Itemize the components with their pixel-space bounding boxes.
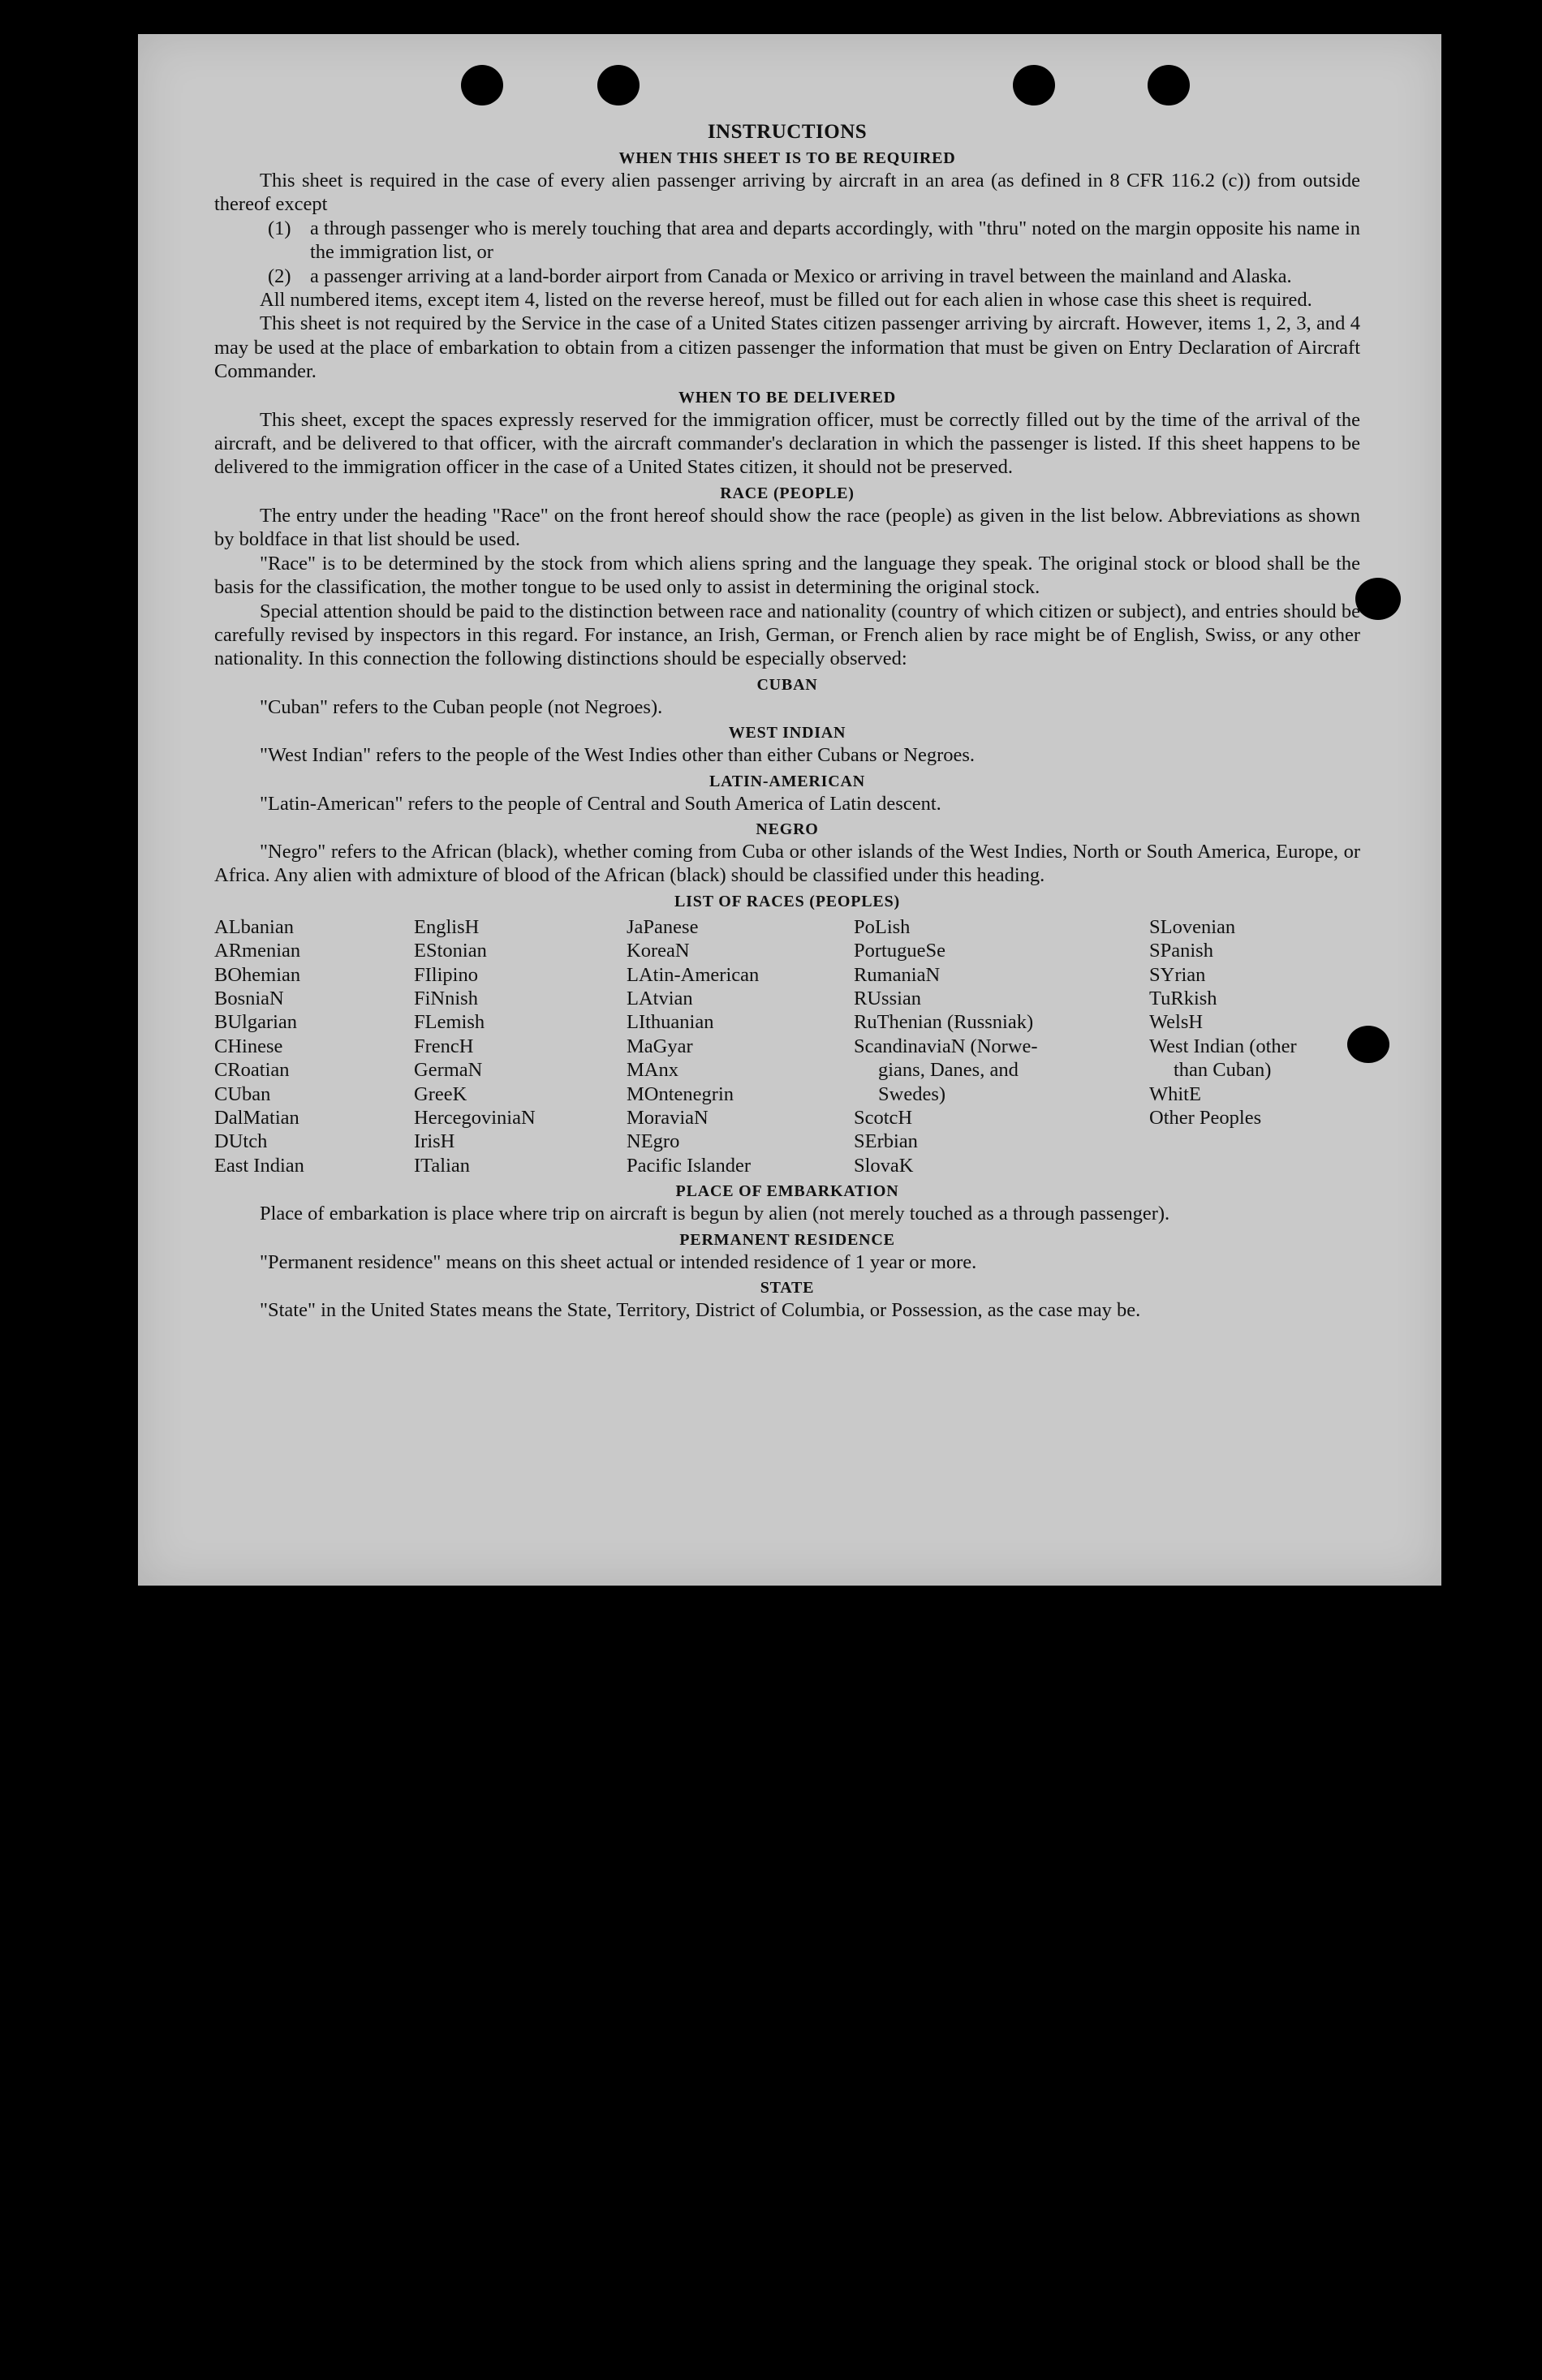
- race-list: [214, 915, 1360, 1177]
- race-entry: GreeK: [414, 1082, 467, 1105]
- paragraph: Special attention should be paid to the distinction between race and nationality (country of which citizen or subject), and entries should be carefully revised by inspectors in this regard. For instance, an Irish, German, or French alien by race might be of English, Swiss, or any other nationality. In this connection the following distinctions should be especially observed:: [214, 600, 1360, 670]
- race-entry: MOntenegrin: [627, 1082, 734, 1105]
- section-heading: STATE: [760, 1279, 815, 1298]
- race-entry: than Cuban): [1174, 1059, 1272, 1082]
- paragraph: The entry under the heading "Race" on the front hereof should show the race (people) as given in the list below. Abbreviations as shown by boldface in that list should be used.: [214, 504, 1360, 551]
- race-entry: Pacific Islander: [627, 1154, 752, 1177]
- race-entry: ScandinaviaN (Norwe-: [854, 1035, 1038, 1057]
- race-entry: ALbanian: [214, 915, 294, 938]
- race-entry: CUban: [214, 1082, 271, 1105]
- race-entry: Other Peoples: [1149, 1107, 1262, 1129]
- race-entry: FiNnish: [414, 987, 478, 1009]
- race-column: [627, 915, 854, 1177]
- paragraph: All numbered items, except item 4, listed on the reverse hereof, must be filled out for each alien in whose case this sheet is required.: [260, 289, 1312, 312]
- item-number: (1): [268, 217, 291, 239]
- paragraph: "Latin-American" refers to the people of Central and South America of Latin descent.: [260, 792, 941, 815]
- race-entry: BOhemian: [214, 963, 301, 986]
- punch-hole: [1148, 65, 1190, 105]
- paragraph: "Negro" refers to the African (black), whether coming from Cuba or other islands of the West Indies, North or South America, Europe, or Africa. Any alien with admixture of blood of the African (black) should be classified under this heading.: [214, 840, 1360, 887]
- section-heading: WEST INDIAN: [728, 724, 846, 742]
- race-entry: Swedes): [878, 1082, 946, 1105]
- paragraph: This sheet, except the spaces expressly reserved for the immigration officer, must be correctly filled out by the time of the arrival of the aircraft, and be delivered to that officer, with the aircraft commander's declaration in which the passenger is listed. If this sheet happens to be delivered to the immigration officer in the case of a United States citizen, it should not be preserved.: [214, 408, 1360, 479]
- race-entry: BosniaN: [214, 987, 284, 1009]
- paragraph: This sheet is required in the case of every alien passenger arriving by aircraft in an area (as defined in 8 CFR 116.2 (c)) from outside thereof except: [214, 170, 1360, 216]
- instructions-content: [214, 120, 1360, 1322]
- race-entry: ARmenian: [214, 940, 301, 962]
- race-entry: EStonian: [414, 940, 487, 962]
- race-column: [414, 915, 627, 1177]
- paragraph: Place of embarkation is place where trip on aircraft is begun by alien (not merely touched as a through passenger).: [260, 1203, 1170, 1225]
- exception-item: [214, 265, 1360, 288]
- race-entry: WelsH: [1149, 1011, 1204, 1034]
- paragraph: "Race" is to be determined by the stock from which aliens spring and the language they speak. The original stock or blood shall be the basis for the classification, the mother tongue to be used only to assist in determining the original stock.: [214, 552, 1360, 599]
- race-entry: ScotcH: [854, 1107, 913, 1129]
- race-entry: West Indian (other: [1149, 1035, 1297, 1057]
- exception-item: [214, 217, 1360, 265]
- section-heading: CUBAN: [756, 675, 818, 694]
- race-entry: NEgro: [627, 1130, 680, 1153]
- race-entry: FLemish: [414, 1011, 485, 1034]
- race-entry: SErbian: [854, 1130, 918, 1153]
- race-column: [854, 915, 1149, 1177]
- race-entry: PoLish: [854, 915, 911, 938]
- punch-hole: [597, 65, 640, 105]
- race-entry: SLovenian: [1149, 915, 1236, 938]
- race-entry: CHinese: [214, 1035, 283, 1057]
- ink-blot: [1355, 578, 1401, 620]
- race-entry: IrisH: [414, 1130, 455, 1153]
- race-entry: CRoatian: [214, 1059, 290, 1082]
- race-entry: GermaN: [414, 1059, 483, 1082]
- paragraph: "Permanent residence" means on this sheet actual or intended residence of 1 year or more.: [260, 1250, 977, 1273]
- race-entry: gians, Danes, and: [878, 1059, 1019, 1082]
- race-entry: TuRkish: [1149, 987, 1217, 1009]
- race-entry: WhitE: [1149, 1082, 1201, 1105]
- race-entry: HercegoviniaN: [414, 1107, 536, 1129]
- race-entry: RumaniaN: [854, 963, 941, 986]
- section-heading: PLACE OF EMBARKATION: [675, 1182, 899, 1201]
- race-entry: SPanish: [1149, 940, 1213, 962]
- section-heading: RACE (PEOPLE): [720, 484, 855, 502]
- page-title: INSTRUCTIONS: [707, 121, 868, 143]
- race-entry: RuThenian (Russniak): [854, 1011, 1034, 1034]
- race-entry: EnglisH: [414, 915, 480, 938]
- section-heading: WHEN TO BE DELIVERED: [678, 388, 897, 407]
- race-entry: BUlgarian: [214, 1011, 298, 1034]
- section-heading: NEGRO: [756, 820, 819, 838]
- race-entry: FIlipino: [414, 963, 478, 986]
- race-entry: ITalian: [414, 1154, 471, 1177]
- item-number: (2): [268, 265, 291, 287]
- punch-hole: [461, 65, 503, 105]
- race-entry: KoreaN: [627, 940, 690, 962]
- race-entry: SYrian: [1149, 963, 1206, 986]
- race-entry: MaGyar: [627, 1035, 693, 1057]
- section-heading: PERMANENT RESIDENCE: [679, 1230, 895, 1249]
- punch-hole: [1013, 65, 1055, 105]
- item-text: a passenger arriving at a land-border airport from Canada or Mexico or arriving in travel between the mainland and Alaska.: [310, 265, 1292, 287]
- paragraph: "State" in the United States means the State, Territory, District of Columbia, or Possession, as the case may be.: [260, 1299, 1141, 1322]
- races-heading: LIST OF RACES (PEOPLES): [674, 892, 900, 910]
- race-entry: LAtvian: [627, 987, 693, 1009]
- document-sheet: [138, 34, 1441, 1586]
- race-entry: LAtin-American: [627, 963, 760, 986]
- race-entry: MAnx: [627, 1059, 678, 1082]
- race-column: [214, 915, 414, 1177]
- race-column: [1149, 915, 1360, 1177]
- race-entry: RUssian: [854, 987, 922, 1009]
- race-entry: DalMatian: [214, 1107, 299, 1129]
- race-entry: FrencH: [414, 1035, 474, 1057]
- section-heading: LATIN-AMERICAN: [709, 772, 865, 790]
- race-entry: JaPanese: [627, 915, 699, 938]
- race-entry: East Indian: [214, 1154, 304, 1177]
- race-entry: PortugueSe: [854, 940, 945, 962]
- race-entry: SlovaK: [854, 1154, 914, 1177]
- paragraph: "West Indian" refers to the people of the West Indies other than either Cubans or Negroes.: [260, 744, 976, 767]
- race-entry: MoraviaN: [627, 1107, 709, 1129]
- item-text: a through passenger who is merely touching that area and departs accordingly, with "thru" noted on the margin opposite his name in the immigration list, or: [310, 217, 1360, 264]
- race-entry: LIthuanian: [627, 1011, 714, 1034]
- paragraph: "Cuban" refers to the Cuban people (not Negroes).: [260, 695, 663, 718]
- paragraph: This sheet is not required by the Service in the case of a United States citizen passenger arriving by aircraft. However, items 1, 2, 3, and 4 may be used at the place of embarkation to obtain from a citizen passenger the information that must be given on Entry Declaration of Aircraft Commander.: [214, 312, 1360, 383]
- section-heading: WHEN THIS SHEET IS TO BE REQUIRED: [618, 149, 956, 167]
- race-entry: DUtch: [214, 1130, 268, 1153]
